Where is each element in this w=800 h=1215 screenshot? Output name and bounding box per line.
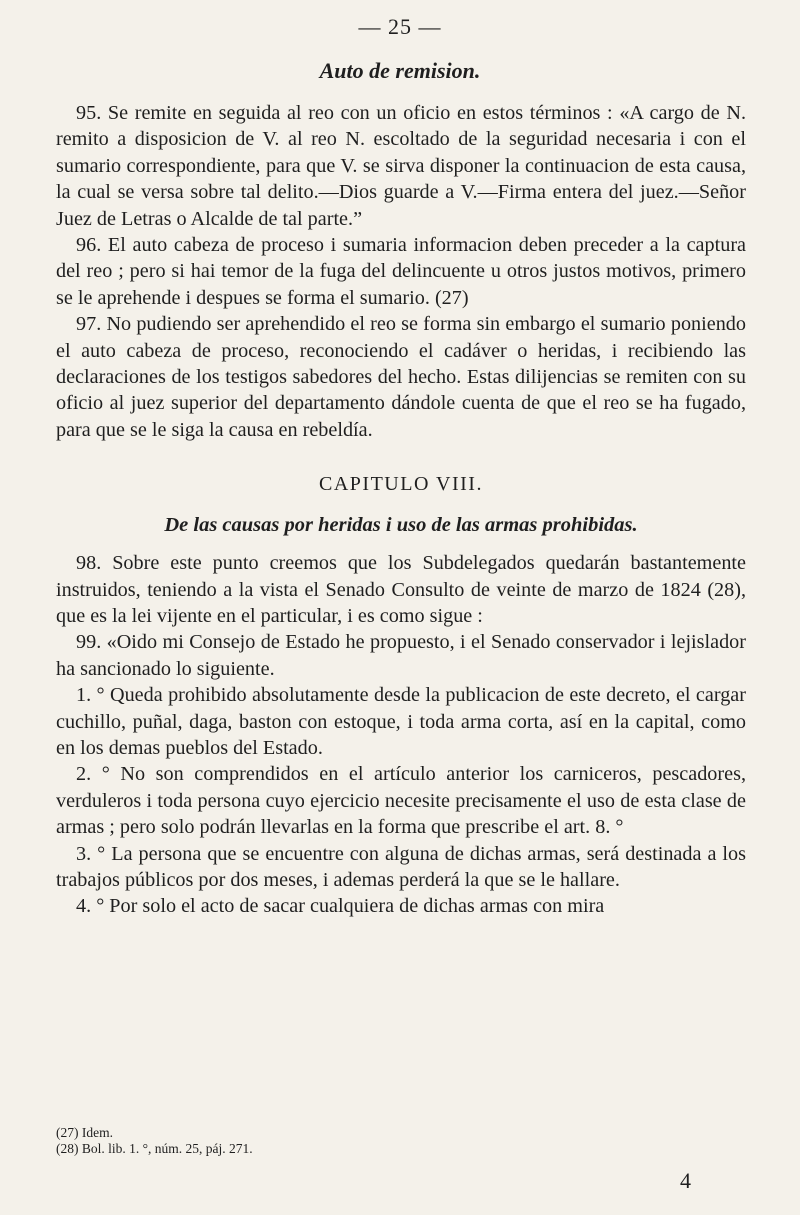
chapter-subtitle: De las causas por heridas i uso de las armas prohibidas. [164, 513, 638, 536]
page-number: — 25 — [358, 14, 442, 39]
article-2: 2. ° No son comprendidos en el artículo anterior los carniceros, pescadores, verduleros i toda persona cuyo ejercicio necesite precisamente el uso de esta clase de armas ; pero solo podrán llevarlas en la forma que prescribe el art. 8. ° [56, 763, 746, 839]
article-4: 4. ° Por solo el acto de sacar cualquiera de dichas armas con mira [76, 895, 605, 918]
paragraph-99: 99. «Oido mi Consejo de Estado he propuesto, i el Senado conservador i lejislador ha sancionado lo siguiente. [56, 631, 746, 680]
section-title: Auto de remision. [319, 58, 481, 83]
article-1: 1. ° Queda prohibido absolutamente desde la publicacion de este decreto, el cargar cuchillo, puñal, daga, baston con estoque, i toda arma corta, así en la capital, como en los demas pueblos del Estado. [56, 684, 746, 759]
paragraph-95: 95. Se remite en seguida al reo con un oficio en estos términos : «A cargo de N. remito a disposicion de V. al reo N. escoltado de la seguridad necesaria i con el sumario correspondiente, para que V. se sirva disponer la continuacion de esta causa, la cual se versa sobre tal delito.—Dios guarde a V.—Firma entera del juez.—Señor Juez de Letras o Alcalde de tal parte.” [56, 102, 746, 230]
footnote-27: (27) Idem. [56, 1125, 113, 1140]
chapter-heading: CAPITULO VIII. [319, 473, 483, 496]
paragraph-98: 98. Sobre este punto creemos que los Subdelegados quedarán bastantemente instruidos, teniendo a la vista el Senado Consulto de veinte de marzo de 1824 (28), que es la lei vijente en el particular, i es como sigue : [56, 552, 746, 627]
page-body [56, 100, 746, 920]
footnote-28: (28) Bol. lib. 1. °, núm. 25, páj. 271. [56, 1141, 253, 1156]
paragraph-96: 96. El auto cabeza de proceso i sumaria informacion deben preceder a la captura del reo ; pero si hai temor de la fuga del delincuente u otros justos motivos, primero se le aprehende i despues se forma el sumario. (27) [56, 234, 746, 309]
article-3: 3. ° La persona que se encuentre con alguna de dichas armas, será destinada a los trabajos públicos por dos meses, i ademas perderá la que se le hallare. [56, 842, 746, 891]
footnotes [56, 1125, 746, 1157]
paragraph-97: 97. No pudiendo ser aprehendido el reo se forma sin embargo el sumario poniendo el auto cabeza de proceso, reconociendo el cadáver o heridas, i recibiendo las declaraciones de los testigos sabedores del hecho. Estas dilijencias se remiten con su oficio al juez superior del departamento dándole cuenta de que el reo se ha fugado, para que se le siga la causa en rebeldía. [56, 313, 746, 441]
signature-mark: 4 [680, 1168, 691, 1193]
